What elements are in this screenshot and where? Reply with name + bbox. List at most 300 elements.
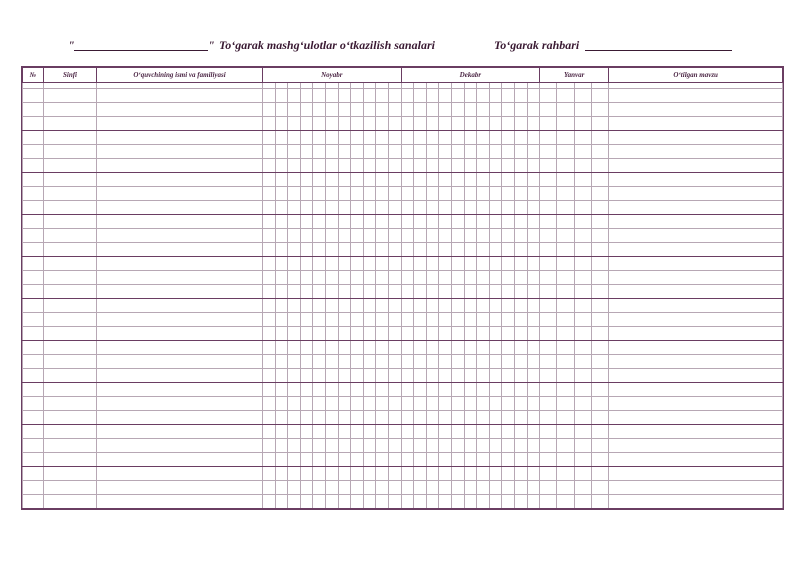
cell-dec-day[interactable]: [514, 257, 527, 271]
cell-nov-day[interactable]: [351, 215, 364, 229]
cell-dec-day[interactable]: [502, 411, 515, 425]
cell-nov-day[interactable]: [325, 341, 338, 355]
cell-dec-day[interactable]: [426, 397, 439, 411]
cell-topic[interactable]: [609, 453, 783, 467]
cell-nov-day[interactable]: [363, 383, 376, 397]
cell-nov-day[interactable]: [263, 285, 276, 299]
cell-topic[interactable]: [609, 425, 783, 439]
cell-student[interactable]: [97, 467, 263, 481]
cell-nov-day[interactable]: [376, 397, 389, 411]
cell-nov-day[interactable]: [300, 397, 313, 411]
cell-nov-day[interactable]: [300, 453, 313, 467]
cell-nov-day[interactable]: [351, 439, 364, 453]
cell-jan-day[interactable]: [540, 271, 557, 285]
cell-jan-day[interactable]: [540, 397, 557, 411]
cell-nov-day[interactable]: [325, 327, 338, 341]
cell-dec-day[interactable]: [489, 341, 502, 355]
cell-class[interactable]: [44, 439, 97, 453]
cell-dec-day[interactable]: [502, 243, 515, 257]
cell-nov-day[interactable]: [363, 481, 376, 495]
cell-dec-day[interactable]: [514, 201, 527, 215]
cell-dec-day[interactable]: [514, 89, 527, 103]
cell-nov-day[interactable]: [288, 173, 301, 187]
cell-jan-day[interactable]: [557, 89, 574, 103]
cell-dec-day[interactable]: [464, 285, 477, 299]
cell-nov-day[interactable]: [338, 327, 351, 341]
cell-dec-day[interactable]: [477, 425, 490, 439]
cell-nov-day[interactable]: [263, 495, 276, 509]
cell-nov-day[interactable]: [351, 355, 364, 369]
cell-dec-day[interactable]: [527, 145, 540, 159]
cell-nov-day[interactable]: [263, 187, 276, 201]
cell-dec-day[interactable]: [464, 117, 477, 131]
cell-dec-day[interactable]: [401, 229, 414, 243]
cell-student[interactable]: [97, 201, 263, 215]
cell-dec-day[interactable]: [514, 187, 527, 201]
cell-dec-day[interactable]: [451, 439, 464, 453]
cell-jan-day[interactable]: [540, 201, 557, 215]
cell-jan-day[interactable]: [557, 103, 574, 117]
cell-nov-day[interactable]: [325, 159, 338, 173]
cell-dec-day[interactable]: [514, 425, 527, 439]
cell-nov-day[interactable]: [376, 229, 389, 243]
cell-nov-day[interactable]: [388, 397, 401, 411]
cell-dec-day[interactable]: [439, 215, 452, 229]
cell-dec-day[interactable]: [527, 341, 540, 355]
cell-nov-day[interactable]: [363, 495, 376, 509]
cell-class[interactable]: [44, 131, 97, 145]
cell-nov-day[interactable]: [325, 145, 338, 159]
cell-dec-day[interactable]: [439, 285, 452, 299]
cell-nov-day[interactable]: [300, 103, 313, 117]
cell-dec-day[interactable]: [489, 467, 502, 481]
cell-dec-day[interactable]: [401, 103, 414, 117]
cell-nov-day[interactable]: [376, 299, 389, 313]
cell-class[interactable]: [44, 173, 97, 187]
cell-dec-day[interactable]: [502, 131, 515, 145]
cell-jan-day[interactable]: [591, 285, 608, 299]
cell-nov-day[interactable]: [351, 467, 364, 481]
cell-dec-day[interactable]: [477, 187, 490, 201]
cell-dec-day[interactable]: [464, 327, 477, 341]
cell-nov-day[interactable]: [263, 243, 276, 257]
cell-dec-day[interactable]: [514, 117, 527, 131]
cell-dec-day[interactable]: [477, 145, 490, 159]
cell-nov-day[interactable]: [313, 495, 326, 509]
cell-dec-day[interactable]: [477, 467, 490, 481]
cell-dec-day[interactable]: [464, 369, 477, 383]
cell-dec-day[interactable]: [477, 411, 490, 425]
cell-nov-day[interactable]: [376, 103, 389, 117]
cell-nov-day[interactable]: [288, 341, 301, 355]
cell-jan-day[interactable]: [591, 229, 608, 243]
cell-num[interactable]: [23, 369, 44, 383]
cell-dec-day[interactable]: [451, 201, 464, 215]
cell-nov-day[interactable]: [300, 257, 313, 271]
cell-nov-day[interactable]: [313, 271, 326, 285]
cell-nov-day[interactable]: [288, 397, 301, 411]
cell-nov-day[interactable]: [388, 243, 401, 257]
cell-class[interactable]: [44, 215, 97, 229]
cell-nov-day[interactable]: [263, 159, 276, 173]
cell-num[interactable]: [23, 341, 44, 355]
cell-dec-day[interactable]: [464, 481, 477, 495]
cell-dec-day[interactable]: [464, 313, 477, 327]
cell-nov-day[interactable]: [325, 425, 338, 439]
cell-student[interactable]: [97, 299, 263, 313]
cell-dec-day[interactable]: [439, 495, 452, 509]
cell-jan-day[interactable]: [591, 439, 608, 453]
cell-nov-day[interactable]: [338, 383, 351, 397]
cell-topic[interactable]: [609, 481, 783, 495]
cell-dec-day[interactable]: [514, 243, 527, 257]
cell-nov-day[interactable]: [325, 215, 338, 229]
cell-jan-day[interactable]: [540, 187, 557, 201]
cell-class[interactable]: [44, 271, 97, 285]
cell-dec-day[interactable]: [527, 215, 540, 229]
cell-dec-day[interactable]: [426, 131, 439, 145]
cell-jan-day[interactable]: [591, 453, 608, 467]
cell-nov-day[interactable]: [288, 257, 301, 271]
cell-jan-day[interactable]: [540, 495, 557, 509]
cell-nov-day[interactable]: [376, 187, 389, 201]
cell-nov-day[interactable]: [313, 243, 326, 257]
cell-nov-day[interactable]: [363, 229, 376, 243]
cell-dec-day[interactable]: [489, 271, 502, 285]
cell-nov-day[interactable]: [288, 453, 301, 467]
cell-nov-day[interactable]: [376, 481, 389, 495]
cell-dec-day[interactable]: [414, 355, 427, 369]
cell-nov-day[interactable]: [275, 383, 288, 397]
cell-nov-day[interactable]: [338, 313, 351, 327]
cell-nov-day[interactable]: [338, 201, 351, 215]
cell-dec-day[interactable]: [439, 229, 452, 243]
cell-nov-day[interactable]: [300, 495, 313, 509]
cell-jan-day[interactable]: [591, 341, 608, 355]
cell-nov-day[interactable]: [376, 117, 389, 131]
cell-dec-day[interactable]: [401, 495, 414, 509]
cell-nov-day[interactable]: [325, 201, 338, 215]
cell-dec-day[interactable]: [439, 425, 452, 439]
cell-nov-day[interactable]: [288, 467, 301, 481]
cell-nov-day[interactable]: [325, 271, 338, 285]
cell-student[interactable]: [97, 285, 263, 299]
cell-topic[interactable]: [609, 173, 783, 187]
cell-jan-day[interactable]: [574, 215, 591, 229]
cell-jan-day[interactable]: [574, 299, 591, 313]
cell-nov-day[interactable]: [338, 257, 351, 271]
cell-dec-day[interactable]: [426, 187, 439, 201]
cell-nov-day[interactable]: [300, 467, 313, 481]
cell-nov-day[interactable]: [388, 369, 401, 383]
cell-jan-day[interactable]: [557, 313, 574, 327]
cell-nov-day[interactable]: [263, 411, 276, 425]
cell-dec-day[interactable]: [464, 271, 477, 285]
cell-jan-day[interactable]: [540, 481, 557, 495]
cell-dec-day[interactable]: [439, 117, 452, 131]
cell-nov-day[interactable]: [275, 215, 288, 229]
cell-jan-day[interactable]: [591, 313, 608, 327]
cell-nov-day[interactable]: [263, 313, 276, 327]
cell-dec-day[interactable]: [414, 425, 427, 439]
cell-dec-day[interactable]: [451, 341, 464, 355]
cell-dec-day[interactable]: [439, 201, 452, 215]
cell-nov-day[interactable]: [325, 243, 338, 257]
cell-dec-day[interactable]: [401, 117, 414, 131]
cell-nov-day[interactable]: [363, 425, 376, 439]
cell-dec-day[interactable]: [451, 159, 464, 173]
cell-topic[interactable]: [609, 215, 783, 229]
cell-dec-day[interactable]: [527, 285, 540, 299]
cell-num[interactable]: [23, 411, 44, 425]
cell-dec-day[interactable]: [464, 439, 477, 453]
cell-dec-day[interactable]: [426, 425, 439, 439]
cell-dec-day[interactable]: [451, 173, 464, 187]
cell-nov-day[interactable]: [338, 481, 351, 495]
cell-nov-day[interactable]: [338, 243, 351, 257]
cell-nov-day[interactable]: [300, 243, 313, 257]
cell-class[interactable]: [44, 103, 97, 117]
cell-student[interactable]: [97, 229, 263, 243]
cell-dec-day[interactable]: [414, 145, 427, 159]
cell-nov-day[interactable]: [325, 187, 338, 201]
cell-dec-day[interactable]: [477, 397, 490, 411]
cell-nov-day[interactable]: [363, 243, 376, 257]
cell-nov-day[interactable]: [275, 201, 288, 215]
cell-dec-day[interactable]: [426, 173, 439, 187]
cell-dec-day[interactable]: [477, 103, 490, 117]
cell-nov-day[interactable]: [363, 285, 376, 299]
cell-nov-day[interactable]: [263, 215, 276, 229]
cell-jan-day[interactable]: [574, 453, 591, 467]
cell-dec-day[interactable]: [401, 411, 414, 425]
cell-jan-day[interactable]: [540, 411, 557, 425]
cell-dec-day[interactable]: [527, 467, 540, 481]
cell-nov-day[interactable]: [338, 397, 351, 411]
cell-nov-day[interactable]: [338, 271, 351, 285]
cell-nov-day[interactable]: [313, 285, 326, 299]
cell-nov-day[interactable]: [300, 285, 313, 299]
cell-dec-day[interactable]: [514, 159, 527, 173]
cell-dec-day[interactable]: [502, 481, 515, 495]
cell-dec-day[interactable]: [414, 341, 427, 355]
cell-jan-day[interactable]: [574, 439, 591, 453]
cell-dec-day[interactable]: [502, 159, 515, 173]
cell-dec-day[interactable]: [489, 131, 502, 145]
cell-nov-day[interactable]: [275, 467, 288, 481]
cell-nov-day[interactable]: [300, 89, 313, 103]
leader-name-blank[interactable]: [585, 38, 732, 51]
cell-jan-day[interactable]: [591, 89, 608, 103]
cell-jan-day[interactable]: [540, 439, 557, 453]
cell-jan-day[interactable]: [557, 453, 574, 467]
cell-dec-day[interactable]: [439, 327, 452, 341]
cell-jan-day[interactable]: [591, 467, 608, 481]
cell-dec-day[interactable]: [477, 173, 490, 187]
cell-num[interactable]: [23, 215, 44, 229]
cell-dec-day[interactable]: [464, 103, 477, 117]
cell-dec-day[interactable]: [414, 201, 427, 215]
cell-jan-day[interactable]: [557, 425, 574, 439]
cell-dec-day[interactable]: [451, 145, 464, 159]
cell-student[interactable]: [97, 131, 263, 145]
cell-dec-day[interactable]: [489, 313, 502, 327]
cell-nov-day[interactable]: [263, 327, 276, 341]
cell-dec-day[interactable]: [477, 271, 490, 285]
cell-dec-day[interactable]: [502, 439, 515, 453]
cell-dec-day[interactable]: [426, 117, 439, 131]
cell-nov-day[interactable]: [288, 243, 301, 257]
cell-dec-day[interactable]: [527, 257, 540, 271]
cell-nov-day[interactable]: [325, 173, 338, 187]
cell-jan-day[interactable]: [557, 187, 574, 201]
cell-nov-day[interactable]: [325, 355, 338, 369]
cell-topic[interactable]: [609, 467, 783, 481]
cell-jan-day[interactable]: [591, 103, 608, 117]
cell-dec-day[interactable]: [426, 145, 439, 159]
cell-dec-day[interactable]: [489, 411, 502, 425]
cell-topic[interactable]: [609, 327, 783, 341]
cell-jan-day[interactable]: [574, 313, 591, 327]
cell-num[interactable]: [23, 229, 44, 243]
cell-nov-day[interactable]: [325, 369, 338, 383]
cell-dec-day[interactable]: [401, 383, 414, 397]
cell-jan-day[interactable]: [540, 285, 557, 299]
cell-jan-day[interactable]: [557, 159, 574, 173]
cell-jan-day[interactable]: [540, 341, 557, 355]
cell-dec-day[interactable]: [401, 327, 414, 341]
cell-dec-day[interactable]: [401, 271, 414, 285]
cell-dec-day[interactable]: [414, 257, 427, 271]
cell-student[interactable]: [97, 173, 263, 187]
cell-dec-day[interactable]: [489, 481, 502, 495]
cell-dec-day[interactable]: [401, 481, 414, 495]
cell-nov-day[interactable]: [376, 243, 389, 257]
cell-jan-day[interactable]: [591, 173, 608, 187]
cell-nov-day[interactable]: [300, 341, 313, 355]
cell-nov-day[interactable]: [313, 481, 326, 495]
cell-nov-day[interactable]: [275, 103, 288, 117]
cell-jan-day[interactable]: [591, 117, 608, 131]
cell-dec-day[interactable]: [426, 201, 439, 215]
cell-nov-day[interactable]: [363, 327, 376, 341]
cell-nov-day[interactable]: [363, 313, 376, 327]
cell-dec-day[interactable]: [514, 103, 527, 117]
cell-class[interactable]: [44, 187, 97, 201]
cell-nov-day[interactable]: [325, 453, 338, 467]
cell-jan-day[interactable]: [591, 425, 608, 439]
cell-jan-day[interactable]: [557, 243, 574, 257]
cell-num[interactable]: [23, 117, 44, 131]
cell-nov-day[interactable]: [325, 131, 338, 145]
cell-dec-day[interactable]: [477, 117, 490, 131]
cell-class[interactable]: [44, 145, 97, 159]
cell-num[interactable]: [23, 271, 44, 285]
cell-dec-day[interactable]: [414, 327, 427, 341]
cell-dec-day[interactable]: [527, 439, 540, 453]
cell-dec-day[interactable]: [477, 229, 490, 243]
cell-nov-day[interactable]: [300, 355, 313, 369]
cell-class[interactable]: [44, 411, 97, 425]
cell-dec-day[interactable]: [514, 313, 527, 327]
cell-dec-day[interactable]: [439, 243, 452, 257]
cell-num[interactable]: [23, 481, 44, 495]
cell-dec-day[interactable]: [414, 397, 427, 411]
cell-dec-day[interactable]: [401, 145, 414, 159]
cell-num[interactable]: [23, 257, 44, 271]
cell-topic[interactable]: [609, 243, 783, 257]
cell-jan-day[interactable]: [540, 159, 557, 173]
cell-topic[interactable]: [609, 271, 783, 285]
cell-dec-day[interactable]: [502, 89, 515, 103]
cell-nov-day[interactable]: [376, 383, 389, 397]
cell-nov-day[interactable]: [376, 411, 389, 425]
cell-dec-day[interactable]: [414, 481, 427, 495]
cell-jan-day[interactable]: [591, 327, 608, 341]
cell-jan-day[interactable]: [557, 285, 574, 299]
cell-jan-day[interactable]: [574, 243, 591, 257]
cell-nov-day[interactable]: [325, 285, 338, 299]
cell-dec-day[interactable]: [477, 215, 490, 229]
cell-dec-day[interactable]: [489, 173, 502, 187]
cell-nov-day[interactable]: [351, 257, 364, 271]
cell-student[interactable]: [97, 103, 263, 117]
cell-dec-day[interactable]: [401, 243, 414, 257]
cell-jan-day[interactable]: [591, 369, 608, 383]
cell-student[interactable]: [97, 411, 263, 425]
cell-nov-day[interactable]: [338, 117, 351, 131]
group-name-blank[interactable]: [74, 38, 208, 51]
cell-dec-day[interactable]: [401, 285, 414, 299]
cell-num[interactable]: [23, 467, 44, 481]
cell-dec-day[interactable]: [414, 131, 427, 145]
cell-dec-day[interactable]: [451, 327, 464, 341]
cell-jan-day[interactable]: [557, 131, 574, 145]
cell-num[interactable]: [23, 103, 44, 117]
cell-topic[interactable]: [609, 229, 783, 243]
cell-nov-day[interactable]: [288, 187, 301, 201]
cell-nov-day[interactable]: [325, 299, 338, 313]
cell-num[interactable]: [23, 313, 44, 327]
cell-nov-day[interactable]: [338, 453, 351, 467]
cell-nov-day[interactable]: [388, 117, 401, 131]
cell-nov-day[interactable]: [300, 369, 313, 383]
cell-nov-day[interactable]: [351, 481, 364, 495]
cell-nov-day[interactable]: [338, 467, 351, 481]
cell-jan-day[interactable]: [591, 355, 608, 369]
cell-topic[interactable]: [609, 285, 783, 299]
cell-dec-day[interactable]: [527, 117, 540, 131]
cell-nov-day[interactable]: [351, 187, 364, 201]
cell-nov-day[interactable]: [313, 131, 326, 145]
cell-nov-day[interactable]: [363, 453, 376, 467]
cell-class[interactable]: [44, 313, 97, 327]
cell-dec-day[interactable]: [414, 411, 427, 425]
cell-nov-day[interactable]: [363, 439, 376, 453]
cell-nov-day[interactable]: [263, 369, 276, 383]
cell-dec-day[interactable]: [514, 299, 527, 313]
cell-nov-day[interactable]: [300, 201, 313, 215]
cell-nov-day[interactable]: [388, 495, 401, 509]
cell-num[interactable]: [23, 159, 44, 173]
cell-nov-day[interactable]: [275, 313, 288, 327]
cell-dec-day[interactable]: [451, 117, 464, 131]
cell-nov-day[interactable]: [275, 173, 288, 187]
cell-dec-day[interactable]: [451, 411, 464, 425]
cell-nov-day[interactable]: [288, 411, 301, 425]
cell-nov-day[interactable]: [325, 439, 338, 453]
cell-dec-day[interactable]: [527, 383, 540, 397]
